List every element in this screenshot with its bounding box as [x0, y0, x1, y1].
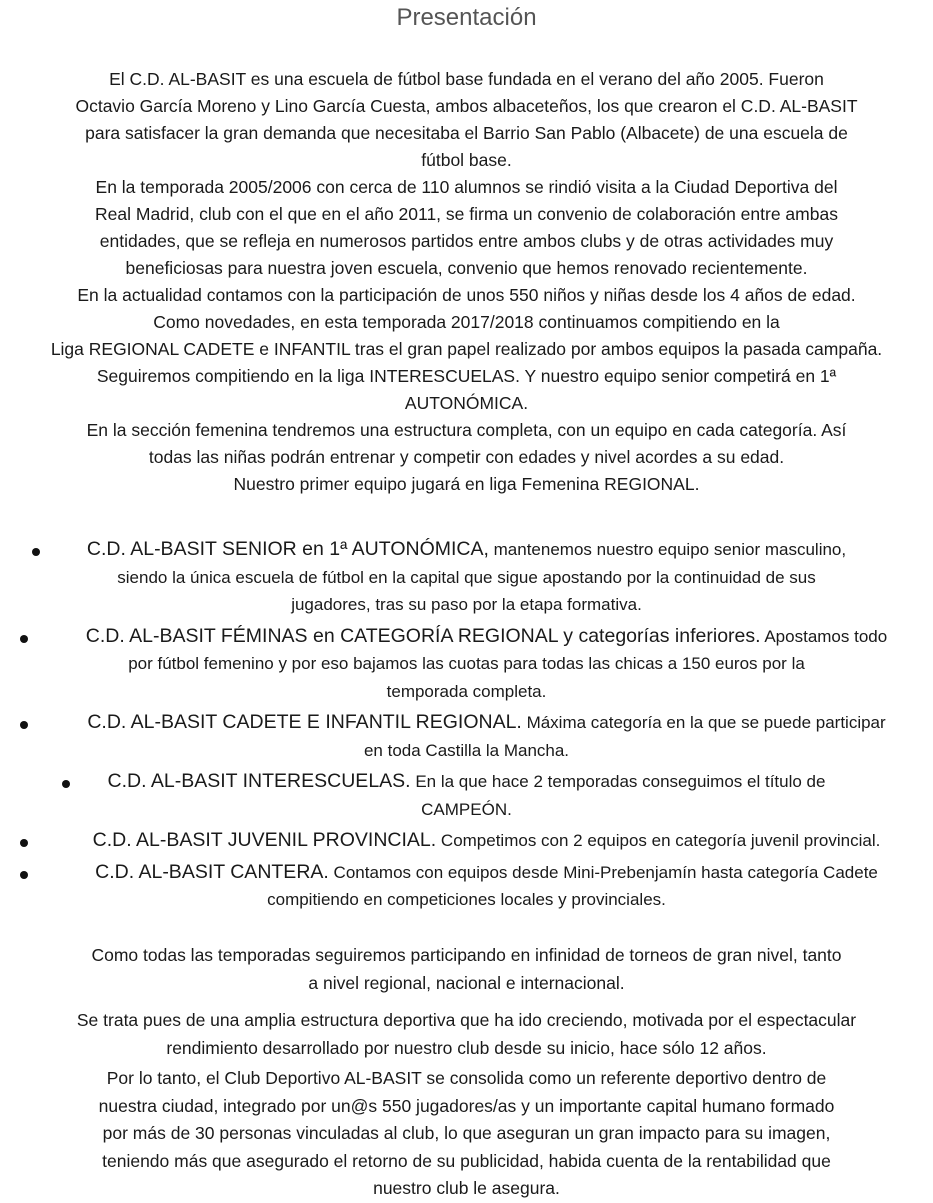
- bullet-icon: [20, 635, 28, 643]
- item-text: En la que hace 2 temporadas conseguimos el título de: [410, 772, 826, 791]
- closing-line: por más de 30 personas vinculadas al club, lo que aseguran un gran impacto para su imagen,: [102, 1123, 831, 1143]
- closing-line: nuestra ciudad, integrado por un@s 550 jugadores/as y un importante capital humano formado: [98, 1095, 835, 1116]
- intro-line: Octavio García Moreno y Lino García Cuesta, ambos albaceteños, los que crearon el C.D. AL-BASIT: [75, 96, 858, 116]
- intro-line: Como novedades, en esta temporada 2017/2018 continuamos compitiendo en la: [153, 312, 780, 332]
- item-heading: C.D. AL-BASIT CADETE E INFANTIL REGIONAL.: [87, 711, 522, 733]
- intro-line: entidades, que se refleja en numerosos partidos entre ambos clubs y de otras actividades muy: [99, 231, 834, 251]
- closing-paragraph: [0, 1065, 933, 1203]
- closing-line: teniendo más que asegurado el retorno de su publicidad, habida cuenta de la rentabilidad que: [102, 1150, 831, 1171]
- item-text: siendo la única escuela de fútbol en la capital que sigue apostando por la continuidad de sus: [117, 567, 816, 587]
- intro-line: Liga REGIONAL CADETE e INFANTIL tras el gran papel realizado por ambos equipos la pasada campaña.: [50, 339, 883, 359]
- intro-line: AUTONÓMICA.: [404, 393, 529, 413]
- list-item: [0, 859, 933, 914]
- page-title: Presentación: [396, 4, 537, 31]
- bullet-icon: [62, 780, 70, 788]
- item-text: compitiendo en competiciones locales y provinciales.: [267, 890, 666, 909]
- item-text: Contamos con equipos desde Mini-Prebenjamín hasta categoría Cadete: [328, 862, 878, 882]
- closing-line: Se trata pues de una amplia estructura deportiva que ha ido creciendo, motivada por el espectacular: [76, 1010, 857, 1030]
- intro-line: todas las niñas podrán entrenar y competir con edades y nivel acordes a su edad.: [148, 447, 785, 467]
- intro-line: El C.D. AL-BASIT es una escuela de fútbol base fundada en el verano del año 2005. Fueron: [109, 69, 824, 89]
- item-text: por fútbol femenino y por eso bajamos las cuotas para todas las chicas a 150 euros por la: [128, 654, 805, 673]
- list-item: [0, 536, 933, 619]
- intro-line: beneficiosas para nuestra joven escuela, convenio que hemos renovado recientemente.: [125, 258, 808, 278]
- intro-line: Nuestro primer equipo jugará en liga Femenina REGIONAL.: [233, 474, 700, 494]
- intro-line: Seguiremos compitiendo en la liga INTERESCUELAS. Y nuestro equipo senior competirá en 1ª: [96, 366, 837, 386]
- intro-line: En la sección femenina tendremos una estructura completa, con un equipo en cada categoría. Así: [86, 420, 847, 440]
- bullet-icon: [20, 871, 28, 879]
- item-text: Competimos con 2 equipos en categoría juvenil provincial.: [436, 831, 881, 850]
- item-text: Apostamos todo: [760, 626, 888, 646]
- team-list: [0, 536, 933, 914]
- list-item: [0, 827, 933, 855]
- intro-line: Real Madrid, club con el que en el año 2011, se firma un convenio de colaboración entre ambas: [95, 204, 838, 224]
- intro-text: [0, 66, 933, 498]
- closing-line: Como todas las temporadas seguiremos participando en infinidad de torneos de gran nivel, tanto: [91, 945, 842, 965]
- closing-line: rendimiento desarrollado por nuestro club desde su inicio, hace sólo 12 años.: [166, 1037, 767, 1058]
- list-item: [0, 768, 933, 823]
- closing-line: Por lo tanto, el Club Deportivo AL-BASIT se consolida como un referente deportivo dentro de: [106, 1068, 827, 1088]
- intro-line: fútbol base.: [421, 150, 512, 170]
- closing-line: a nivel regional, nacional e internacional.: [308, 972, 625, 993]
- item-text: jugadores, tras su paso por la etapa formativa.: [291, 595, 642, 614]
- item-heading: C.D. AL-BASIT SENIOR en 1ª AUTONÓMICA,: [86, 538, 489, 560]
- intro-line: para satisfacer la gran demanda que necesitaba el Barrio San Pablo (Albacete) de una escuela de: [85, 123, 848, 143]
- intro-line: En la actualidad contamos con la participación de unos 550 niños y niñas desde los 4 años de edad.: [77, 285, 856, 305]
- bullet-icon: [32, 548, 40, 556]
- intro-line: En la temporada 2005/2006 con cerca de 110 alumnos se rindió visita a la Ciudad Deportiva del: [95, 177, 838, 197]
- item-heading: C.D. AL-BASIT FÉMINAS en CATEGORÍA REGIONAL y categorías inferiores.: [85, 624, 761, 647]
- closing-paragraph: [0, 942, 933, 997]
- item-heading: C.D. AL-BASIT CANTERA.: [95, 860, 329, 883]
- item-text: temporada completa.: [386, 681, 547, 701]
- bullet-icon: [20, 839, 28, 847]
- closing-paragraph: [0, 1007, 933, 1062]
- bullet-icon: [20, 721, 28, 729]
- item-text: en toda Castilla la Mancha.: [363, 740, 570, 760]
- list-item: [0, 623, 933, 706]
- item-text: mantenemos nuestro equipo senior masculino,: [488, 540, 847, 559]
- item-text: Máxima categoría en la que se puede participar: [521, 713, 886, 732]
- list-item: [0, 709, 933, 764]
- item-heading: C.D. AL-BASIT JUVENIL PROVINCIAL.: [92, 829, 437, 851]
- closing-line: nuestro club le asegura.: [373, 1178, 560, 1198]
- item-text: CAMPEÓN.: [421, 799, 512, 819]
- item-heading: C.D. AL-BASIT INTERESCUELAS.: [107, 770, 411, 792]
